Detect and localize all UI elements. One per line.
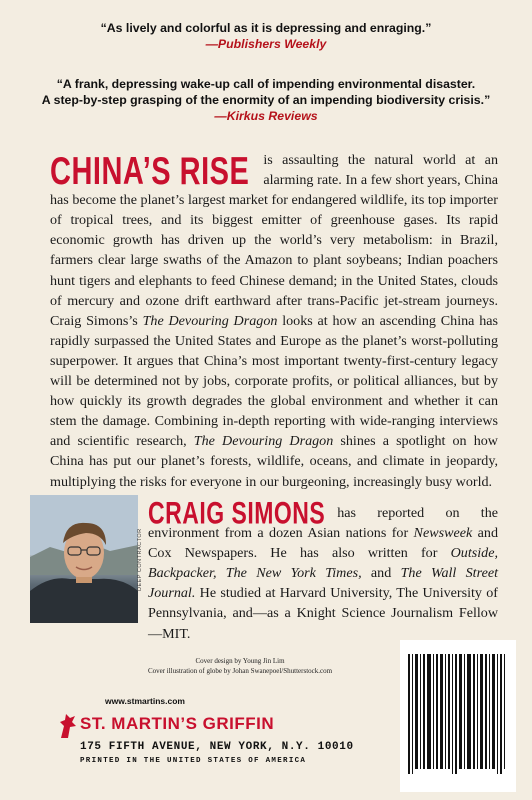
quote-text-line2: A step-by-step grasping of the enormity of an impending biodiversity crisis.”: [41, 93, 491, 107]
bio-text-3: and: [361, 565, 401, 582]
author-bio: [148, 495, 499, 644]
barcode-icon: [400, 640, 516, 792]
book-description: [50, 150, 498, 492]
cover-illustration-credit: Cover illustration of globe by Johan Swanepoel/Shutterstock.com: [147, 667, 333, 675]
printed-in: PRINTED IN THE UNITED STATES OF AMERICA: [80, 757, 307, 765]
description-text-1: is assaulting the natural world at an alarming rate. In a few short years, China has become the planet’s largest market for endangered wildlife, its top importer of tropical trees, and its biggest emitter of greenhouse gases. Its rapid economic growth has driven up the world’s very metabolism: in Brazil, farmers clear large swaths of the Amazon to plant soybeans; Indian poachers hunt tigers and elephants to feed Chinese demand; in the United States, clouds of mercury and ozone drift earthward after trans-Pacific jet-stream journeys. Craig Simons’s: [50, 152, 498, 329]
griffin-logo-icon: [58, 712, 78, 740]
bio-text-4: He studied at Harvard University, The University of Pennsylvania, and—as a Knight Science Journalism Fellow—MIT.: [148, 585, 498, 642]
publisher-address: 175 FIFTH AVENUE, NEW YORK, N.Y. 10010: [80, 741, 354, 753]
author-photo: [30, 495, 138, 623]
quote-text-line1: “A frank, depressing wake-up call of impending environmental disaster.: [56, 77, 476, 91]
quote-attribution: —Publishers Weekly: [205, 37, 327, 51]
quote-text: “As lively and colorful as it is depressing and enraging.”: [100, 21, 432, 35]
author-name: CRAIG SIMONS: [148, 495, 326, 531]
description-text-3: shines a spotlight on how China has put our planet’s forests, wildlife, oceans, and climate in jeopardy, multiplying the risks for everyone in our burgeoning, increasingly busy world.: [50, 433, 498, 490]
publication-newsweek: Newsweek: [413, 525, 473, 542]
description-text-2: looks at how an ascending China has rapidly surpassed the United States and Europe as the planet’s worst-polluting superpower. It argues that China’s most important twenty-first-century legacy will be determined not by jobs, corporate profits, or political alliances, but by how quickly its growth degrades the global environment and whether it can stem the damage. Combining in-depth reporting with wide-ranging interviews and scientific research,: [50, 312, 498, 450]
book-title-italic: The Devouring Dragon: [193, 433, 334, 450]
quote-kirkus: [0, 76, 532, 124]
cover-credits: [40, 656, 440, 676]
publisher-website: www.stmartins.com: [105, 696, 185, 706]
book-title-italic: The Devouring Dragon: [142, 312, 278, 329]
publisher-name: ST. MARTIN’S GRIFFIN: [80, 714, 275, 733]
quote-attribution: —Kirkus Reviews: [214, 109, 318, 123]
description-heading: CHINA’S RISE: [50, 150, 250, 194]
publication-list: Outside, Backpacker, The New York Times,: [148, 545, 498, 582]
cover-design-credit: Cover design by Young Jin Lim: [195, 657, 285, 665]
quote-publishers-weekly: [0, 20, 532, 52]
publication-wsj: The Wall Street Journal.: [148, 565, 498, 602]
bio-text-1: has reported on the environment from a dozen Asian nations for: [148, 505, 498, 542]
bio-text-2: and Cox Newspapers. He has also written for: [148, 525, 499, 562]
photo-credit: DEEP CONTRACTOR: [137, 528, 143, 592]
